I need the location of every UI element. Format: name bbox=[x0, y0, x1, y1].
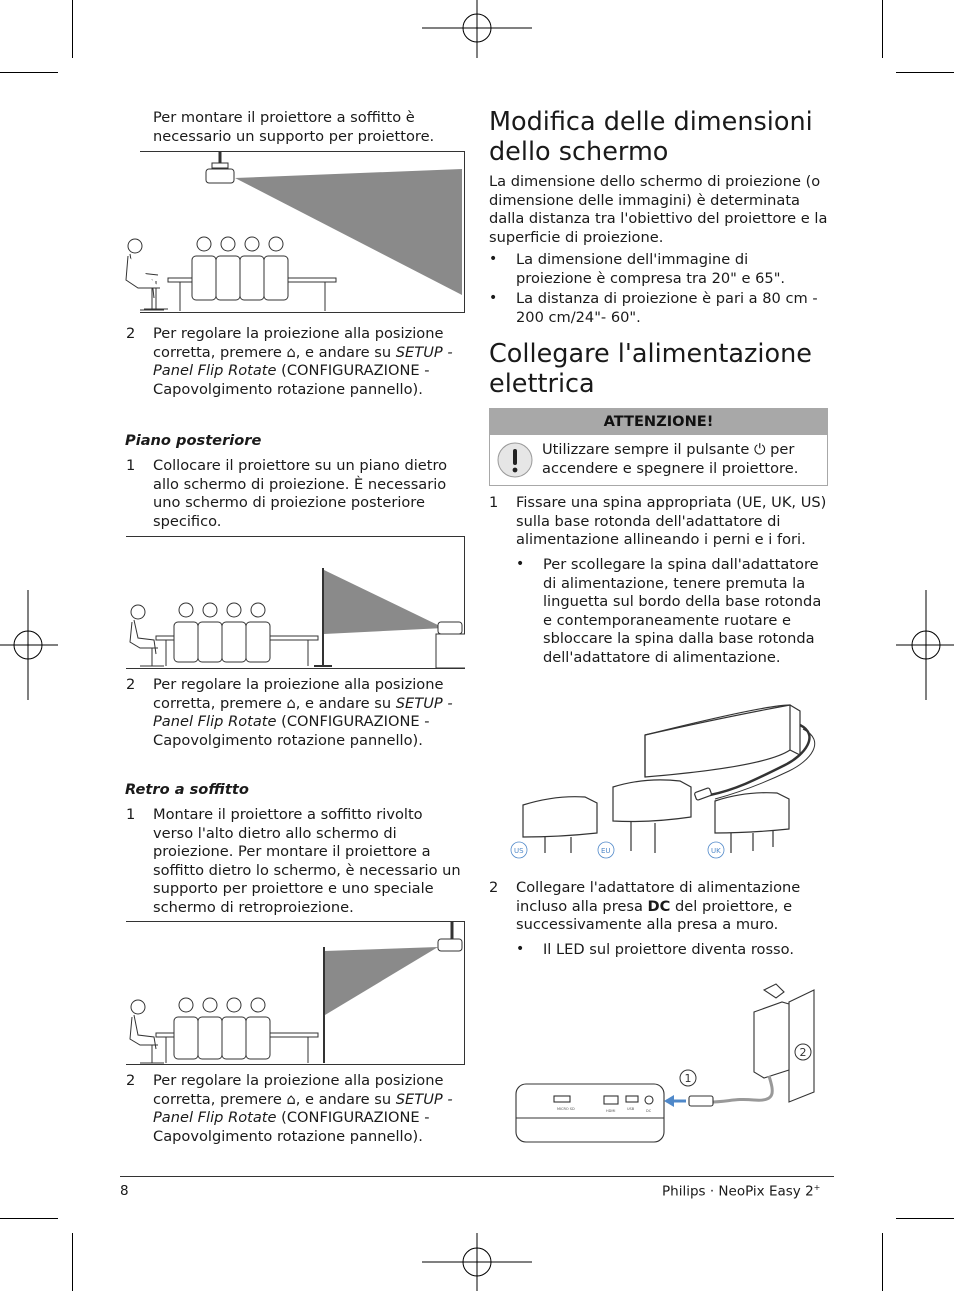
step-number: 1 bbox=[489, 494, 499, 511]
size-bullet-1: La dimensione dell'immagine di proiezione è compresa tra 20" e 65". bbox=[516, 251, 786, 287]
projection-beam bbox=[325, 947, 438, 1015]
heading-screen-size: Modifica delle dimensioni dello schermo bbox=[489, 107, 813, 167]
home-icon: ⌂ bbox=[286, 694, 296, 712]
svg-text:DC: DC bbox=[646, 1109, 652, 1113]
svg-text:1: 1 bbox=[684, 1072, 692, 1085]
svg-text:HDMI: HDMI bbox=[606, 1109, 616, 1113]
step-number: 1 bbox=[126, 457, 136, 474]
svg-text:USB: USB bbox=[627, 1107, 635, 1111]
rear-step1-text: Collocare il proiettore su un piano dietro allo schermo di proiezione. È necessario uno schermo di proiezione posteriore specifico. bbox=[153, 457, 448, 530]
figure-ceiling-front bbox=[140, 151, 465, 313]
figure-rear-ceiling bbox=[126, 921, 465, 1065]
plug-us bbox=[523, 797, 597, 837]
size-paragraph: La dimensione dello schermo di proiezione (o dimensione delle immagini) è determinata dalla distanza tra l'obiettivo del proiettore e la superficie di proiezione. bbox=[489, 173, 828, 246]
step2-text-a: Per regolare la proiezione alla posizione corretta, premere ⌂, e andare su SETUP - Panel Flip Rotate (CONFIGURAZIONE - Capovolgimento rotazione pannello). bbox=[153, 325, 453, 398]
plug-eu bbox=[613, 780, 691, 822]
intro-text: Per montare il proiettore a soffitto è necessario un supporto per proiettore. bbox=[153, 109, 435, 145]
subheading-rear-ceiling: Retro a soffitto bbox=[125, 781, 249, 798]
warning-text: Utilizzare sempre il pulsante ⏻ per accendere e spegnere il proiettore. bbox=[542, 441, 799, 477]
figure-rear-table bbox=[126, 536, 465, 669]
figure-dc-connection bbox=[514, 972, 834, 1144]
dc-plug bbox=[689, 1096, 713, 1106]
projector-icon bbox=[206, 169, 234, 183]
plug-uk bbox=[715, 793, 789, 833]
step-number: 2 bbox=[126, 1072, 136, 1089]
rear-ceiling-step1-text: Montare il proiettore a soffitto rivolto verso l'alto dietro allo schermo di proiezione. Per montare il proiettore a soffitto dietro lo schermo, è necessario un supporto per proiettore e uno speciale schermo di retroproiezione. bbox=[153, 806, 461, 916]
plug-label-uk: UK bbox=[711, 847, 721, 855]
plug-label-eu: EU bbox=[601, 847, 611, 855]
plug-label-us: US bbox=[514, 847, 524, 855]
size-bullet-2: La distanza di proiezione è pari a 80 cm - 200 cm/24"- 60". bbox=[516, 290, 818, 326]
power-icon: ⏻ bbox=[753, 441, 766, 458]
bullet: • bbox=[489, 290, 498, 306]
power-step1-text: Fissare una spina appropriata (UE, UK, US) sulla base rotonda dell'adattatore di alimentazione allineando i perni e i fori. bbox=[516, 494, 827, 549]
projection-beam bbox=[324, 570, 444, 634]
step-number: 2 bbox=[489, 879, 499, 896]
home-icon: ⌂ bbox=[286, 343, 296, 361]
step-number: 2 bbox=[126, 676, 136, 693]
step-number: 1 bbox=[126, 806, 136, 823]
home-icon: ⌂ bbox=[286, 1090, 296, 1108]
subheading-rear: Piano posteriore bbox=[125, 432, 262, 449]
bullet: • bbox=[516, 556, 525, 572]
arrow-head bbox=[664, 1095, 674, 1107]
svg-text:2: 2 bbox=[799, 1046, 807, 1059]
heading-power: Collegare l'alimentazione elettrica bbox=[489, 339, 812, 399]
audience-side-figure bbox=[124, 236, 174, 314]
svg-text:MICRO SD: MICRO SD bbox=[557, 1107, 575, 1111]
step2-text-c: Per regolare la proiezione alla posizione corretta, premere ⌂, e andare su SETUP - Panel Flip Rotate (CONFIGURAZIONE - Capovolgimento rotazione pannello). bbox=[153, 1072, 453, 1145]
step2-text-b: Per regolare la proiezione alla posizione corretta, premere ⌂, e andare su SETUP - Panel Flip Rotate (CONFIGURAZIONE - Capovolgimento rotazione pannello). bbox=[153, 676, 453, 749]
warning-icon bbox=[496, 441, 534, 479]
power-step1-bullet: Per scollegare la spina dall'adattatore di alimentazione, tenere premuta la linguetta sul bordo della base rotonda e contemporaneamente ruotare e sbloccare la spina dalla base rotonda dell'adattatore di alimentazione. bbox=[543, 556, 822, 666]
projector-icon bbox=[438, 939, 462, 951]
projector-back bbox=[516, 1084, 664, 1142]
figure-power-adapter bbox=[505, 695, 830, 865]
bullet: • bbox=[516, 941, 525, 957]
footer-brand: Philips · NeoPix Easy 2+ bbox=[662, 1183, 821, 1200]
footer-rule bbox=[120, 1176, 834, 1177]
projector-icon bbox=[438, 622, 462, 634]
power-step2-bullet: Il LED sul proiettore diventa rosso. bbox=[543, 941, 794, 958]
warning-title: ATTENZIONE! bbox=[489, 408, 828, 435]
page-number: 8 bbox=[120, 1183, 129, 1199]
bullet: • bbox=[489, 251, 498, 267]
power-step2-text: Collegare l'adattatore di alimentazione incluso alla presa DC del proiettore, e successivamente alla presa a muro. bbox=[516, 879, 801, 934]
step-number: 2 bbox=[126, 325, 136, 342]
